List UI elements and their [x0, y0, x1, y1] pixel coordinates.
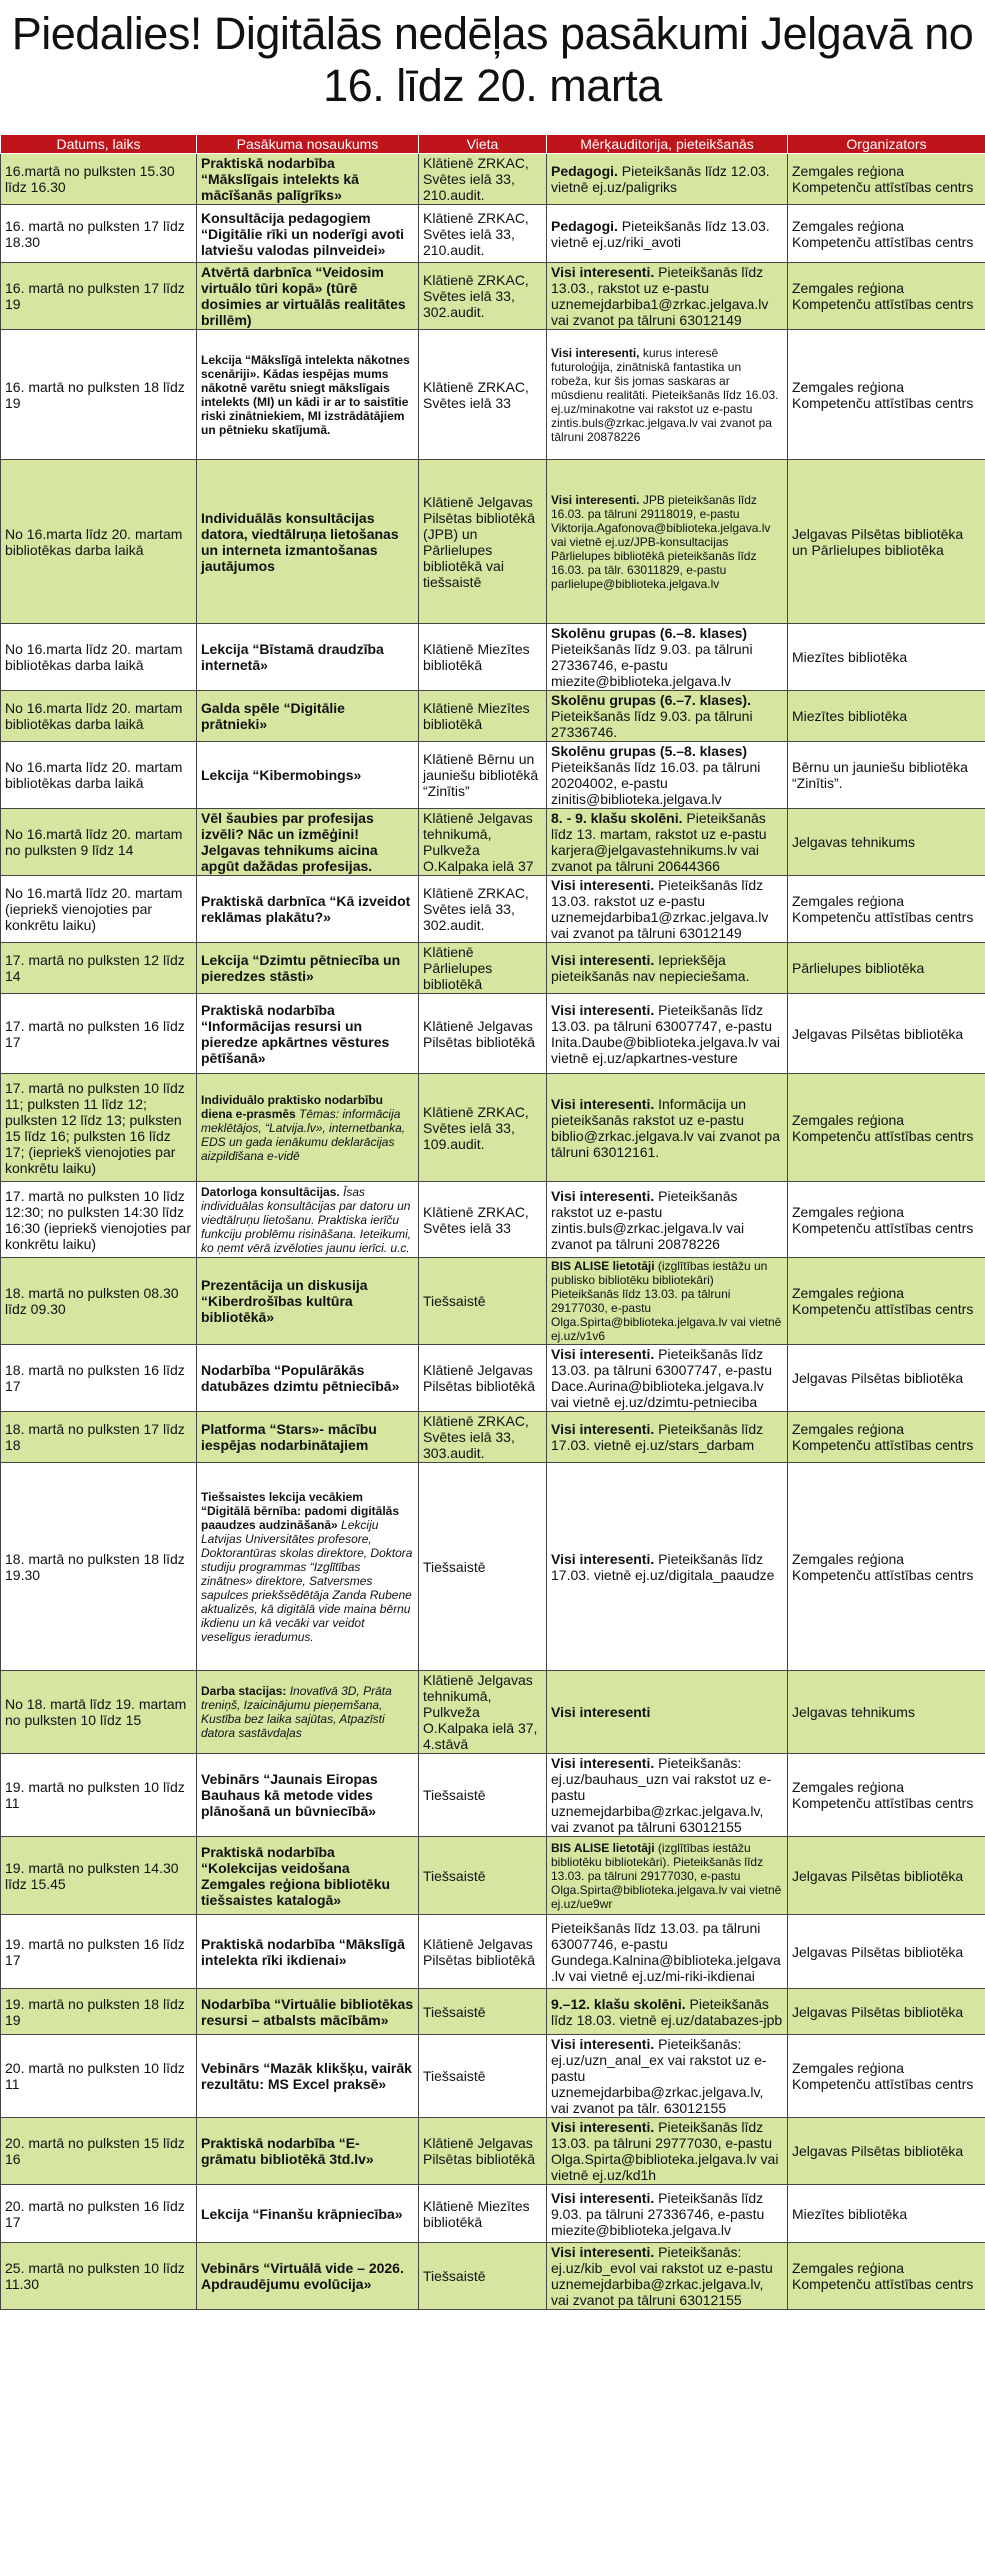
audience-signup: Pieteikšanās līdz 13. martam, rakstot uz e-pastu karjera@jelgavastehnikums.lv vai zvanot pa tālruni 20644366: [551, 810, 767, 874]
audience-signup: Pieteikšanās līdz 13.03. pa tālruni 63007747, e-pastu Inita.Daube@biblioteka.jelgava.lv vai vietnē ej.uz/apkartnes-vesture: [551, 1001, 781, 1066]
event-cell: [197, 742, 419, 809]
place-cell: Klātienē ZRKAC, Svētes ielā 33, 303.audit.: [419, 1412, 547, 1463]
audience-cell: [547, 1837, 788, 1915]
table-body: [1, 154, 985, 2310]
place-cell: Klātienē Miezītes bibliotēkā: [419, 624, 547, 691]
event-cell: [197, 1463, 419, 1671]
audience-cell: [547, 1671, 788, 1754]
audience-lead: BIS ALISE lietotāji: [551, 1840, 655, 1855]
audience-cell: [547, 691, 788, 742]
audience-cell: [547, 1258, 788, 1345]
organizer-cell: Bērnu un jauniešu bibliotēka “Zinītis”.: [788, 742, 985, 809]
audience-lead: Visi interesenti.: [551, 264, 655, 280]
date-cell: 16. martā no pulksten 18 līdz 19: [1, 330, 197, 460]
audience-signup: Informācija un pieteikšanās rakstot uz e-pastu biblio@zrkac.jelgava.lv vai zvanot pa tālruni 63012161.: [551, 1095, 780, 1160]
place-cell: Klātienē Jelgavas Pilsētas bibliotēkā (JPB) un Pārlielupes bibliotēkā vai tiešsaistē: [419, 460, 547, 624]
date-cell: 19. martā no pulksten 16 līdz 17: [1, 1915, 197, 1989]
audience-cell: [547, 154, 788, 205]
event-title: Platforma “Stars»- mācību iespējas nodarbinātajiem: [201, 1421, 377, 1453]
audience-signup: Pieteikšanās rakstot uz e-pastu zintis.buls@zrkac.jelgava.lv vai zvanot pa tālruni 20878226: [551, 1187, 745, 1252]
audience-signup: Pieteikšanās līdz 17.03. vietnē ej.uz/digitala_paaudze: [551, 1550, 775, 1583]
event-title: Vebinārs “Virtuālā vide – 2026. Apdraudējumu evolūcija»: [201, 2260, 404, 2292]
date-cell: 25. martā no pulksten 10 līdz 11.30: [1, 2243, 197, 2310]
event-title: Praktiskā nodarbība “Informācijas resursi un pieredze apkārtnes vēstures pētīšanā»: [201, 1001, 390, 1066]
place-cell: Klātienē ZRKAC, Svētes ielā 33: [419, 1182, 547, 1258]
audience-cell: [547, 2118, 788, 2185]
place-cell: Klātienē ZRKAC, Svētes ielā 33, 302.audit.: [419, 876, 547, 943]
place-cell: Klātienē Jelgavas tehnikumā, Pulkveža O.Kalpaka ielā 37, 4.stāvā: [419, 1671, 547, 1754]
audience-signup: Pieteikšanās līdz 13.03. vietnē ej.uz/riki_avoti: [551, 217, 770, 250]
organizer-cell: Jelgavas Pilsētas bibliotēka un Pārlielupes bibliotēka: [788, 460, 985, 624]
audience-cell: [547, 205, 788, 263]
organizer-cell: Zemgales reģiona Kompetenču attīstības centrs: [788, 1074, 985, 1182]
date-cell: 18. martā no pulksten 17 līdz 18: [1, 1412, 197, 1463]
place-cell: Klātienē ZRKAC, Svētes ielā 33, 210.audit.: [419, 205, 547, 263]
date-cell: 20. martā no pulksten 16 līdz 17: [1, 2185, 197, 2243]
audience-signup: Pieteikšanās: ej.uz/uzn_anal_ex vai rakstot uz e-pastu uznemejdarbiba@zrkac.jelgava.lv, vai zvanot pa tālr. 63012155: [551, 2036, 767, 2116]
audience-cell: [547, 330, 788, 460]
event-cell: [197, 943, 419, 994]
event-title: Tiešsaistes lekcija vecākiem “Digitālā bērnība: padomi digitālās paaudzes audzināšanā»: [201, 1489, 400, 1532]
place-cell: Klātienē ZRKAC, Svētes ielā 33: [419, 330, 547, 460]
table-row: [1, 876, 985, 943]
page-title: Piedalies! Digitālās nedēļas pasākumi Jelgavā no 16. līdz 20. marta: [11, 8, 974, 111]
event-description: Lekciju Latvijas Universitātes profesore, Doktorantūras skolas direktore, Doktora studiju programmas “Izglītības zinātnes» direktore, Satversmes sapulces priekšsēdētāja Zanda Rubene aktualizēs, kā digitālā vide maina bērnu ikdienu un kā vecāki var veidot veselīgus ieradumus.: [201, 1517, 413, 1644]
date-cell: 18. martā no pulksten 08.30 līdz 09.30: [1, 1258, 197, 1345]
event-title: Galda spēle “Digitālie prātnieki»: [201, 700, 345, 732]
table-row: [1, 263, 985, 330]
place-cell: Tiešsaistē: [419, 1463, 547, 1671]
table-row: [1, 1463, 985, 1671]
audience-lead: Skolēnu grupas (6.–7. klases).: [551, 692, 751, 708]
event-title: Individuālās konsultācijas datora, viedtālruņa lietošanas un interneta izmantošanas jautājumos: [201, 509, 399, 574]
audience-signup: JPB pieteikšanās līdz 16.03. pa tālruni 29118019, e-pastu Viktorija.Agafonova@biblioteka.jelgava.lv vai vietnē ej.uz/JPB-konsultacijas Pārlielupes bibliotēkā pieteikšanās līdz 16.03. pa tālr. 63011829, e-pastu parlielupe@biblioteka.jelgava.lv: [551, 492, 771, 591]
event-cell: [197, 994, 419, 1074]
audience-signup: Pieteikšanās: ej.uz/kib_evol vai rakstot uz e-pastu uznemejdarbiba@zrkac.jelgava.lv, vai zvanot pa tālruni 63012155: [551, 2244, 773, 2308]
event-cell: [197, 624, 419, 691]
event-cell: [197, 205, 419, 263]
place-cell: Klātienē Bērnu un jauniešu bibliotēkā “Zinītis”: [419, 742, 547, 809]
date-cell: 17. martā no pulksten 12 līdz 14: [1, 943, 197, 994]
audience-signup: kurus interesē futuroloģija, zinātniskā fantastika un robeža, kur šis jomas saskaras ar mūsdienu realitāti. Pieteikšanās līdz 16.03. ej.uz/minakotne vai rakstot uz e-pastu zintis.buls@zrkac.jelgava.lv vai zvanot pa tālruni 20878226: [551, 345, 779, 444]
place-cell: Klātienē ZRKAC, Svētes ielā 33, 210.audit.: [419, 154, 547, 205]
audience-lead: 9.–12. klašu skolēni.: [551, 1995, 686, 2012]
event-title: Konsultācija pedagogiem “Digitālie rīki un noderīgi avoti latviešu valodas pilnveidei»: [201, 209, 405, 258]
event-cell: [197, 154, 419, 205]
audience-cell: [547, 1345, 788, 1412]
audience-signup: Pieteikšanās: ej.uz/bauhaus_uzn vai rakstot uz e-pastu uznemejdarbiba@zrkac.jelgava.lv, vai zvanot pa tālruni 63012155: [551, 1755, 772, 1835]
event-title: Lekcija “Finanšu krāpniecība»: [201, 2205, 403, 2222]
audience-cell: [547, 2243, 788, 2310]
event-title: Praktiskā nodarbība “Kolekcijas veidošana Zemgales reģiona bibliotēku tiešsaistes katalogā»: [201, 1843, 391, 1908]
header-organizer: Organizators: [788, 135, 985, 154]
organizer-cell: Jelgavas tehnikums: [788, 1671, 985, 1754]
organizer-cell: Zemgales reģiona Kompetenču attīstības centrs: [788, 330, 985, 460]
audience-signup: Pieteikšanās līdz 13.03., rakstot uz e-pastu uznemejdarbiba1@zrkac.jelgava.lv vai zvanot pa tālruni 63012149: [551, 264, 769, 328]
organizer-cell: Zemgales reģiona Kompetenču attīstības centrs: [788, 2035, 985, 2118]
place-cell: Klātienē ZRKAC, Svētes ielā 33, 109.audit.: [419, 1074, 547, 1182]
audience-lead: Visi interesenti.: [551, 1001, 655, 1018]
event-cell: [197, 1671, 419, 1754]
audience-lead: Visi interesenti.: [551, 952, 655, 968]
audience-signup: Pieteikšanās līdz 9.03. pa tālruni 27336746.: [551, 708, 753, 740]
table-row: [1, 943, 985, 994]
table-row: [1, 1182, 985, 1258]
header-place: Vieta: [419, 135, 547, 154]
date-cell: 17. martā no pulksten 10 līdz 12:30; no pulksten 14:30 līdz 16:30 (iepriekš vienojoties par konkrētu laiku): [1, 1182, 197, 1258]
date-cell: 19. martā no pulksten 10 līdz 11: [1, 1754, 197, 1837]
place-cell: Klātienē Miezītes bibliotēkā: [419, 2185, 547, 2243]
event-title: Vēl šaubies par profesijas izvēli? Nāc un izmēģini! Jelgavas tehnikums aicina apgūt dažādas profesijas.: [201, 810, 378, 874]
table-row: [1, 2243, 985, 2310]
place-cell: Klātienē Jelgavas Pilsētas bibliotēkā: [419, 994, 547, 1074]
audience-cell: [547, 1915, 788, 1989]
audience-lead: Visi interesenti.: [551, 2244, 655, 2260]
date-cell: 16. martā no pulksten 17 līdz 18.30: [1, 205, 197, 263]
event-description: Inovatīvā 3D, Prāta treniņš, Izaicinājumu pieņemšana, Kustība bez laika sajūtas, Atpazīsti datora sastāvdaļas: [201, 1684, 392, 1740]
event-title: Lekcija “Bīstamā draudzība internetā»: [201, 641, 384, 673]
place-cell: Klātienē ZRKAC, Svētes ielā 33, 302.audit.: [419, 263, 547, 330]
audience-signup: Pieteikšanās līdz 9.03. pa tālruni 27336746, e-pastu miezite@biblioteka.jelgava.lv: [551, 2189, 765, 2238]
event-title: Darba stacijas:: [201, 1684, 287, 1698]
organizer-cell: Jelgavas Pilsētas bibliotēka: [788, 1345, 985, 1412]
organizer-cell: Miezītes bibliotēka: [788, 691, 985, 742]
organizer-cell: Jelgavas Pilsētas bibliotēka: [788, 1989, 985, 2035]
event-cell: [197, 1258, 419, 1345]
event-title: Vebinārs “Jaunais Eiropas Bauhaus kā metode vides plānošanā un būvniecībā»: [201, 1771, 378, 1819]
event-cell: [197, 1074, 419, 1182]
event-cell: [197, 460, 419, 624]
table-row: [1, 1345, 985, 1412]
table-row: [1, 1258, 985, 1345]
table-row: [1, 1754, 985, 1837]
organizer-cell: Jelgavas Pilsētas bibliotēka: [788, 994, 985, 1074]
audience-cell: [547, 1463, 788, 1671]
date-cell: 17. martā no pulksten 10 līdz 11; pulksten 11 līdz 12; pulksten 12 līdz 13; pulksten 15 līdz 16; pulksten 16 līdz 17; (iepriekš vienojoties par konkrētu laiku): [1, 1074, 197, 1182]
audience-cell: [547, 263, 788, 330]
audience-signup: Pieteikšanās līdz 16.03. pa tālruni 20204002, e-pastu zinitis@biblioteka.jelgava.lv: [551, 759, 761, 807]
audience-cell: [547, 1989, 788, 2035]
date-cell: 19. martā no pulksten 18 līdz 19: [1, 1989, 197, 2035]
audience-lead: Visi interesenti,: [551, 345, 640, 360]
event-cell: [197, 1837, 419, 1915]
audience-signup: Pieteikšanās līdz 12.03. vietnē ej.uz/paligriks: [551, 163, 770, 195]
organizer-cell: Zemgales reģiona Kompetenču attīstības centrs: [788, 1258, 985, 1345]
event-cell: [197, 1412, 419, 1463]
event-cell: [197, 330, 419, 460]
event-title: Lekcija “Mākslīgā intelekta nākotnes scenāriji». Kādas iespējas mums nākotnē varētu sniegt mākslīgais intelekts (MI) un kādi ir ar to saistītie riski zinātniekiem, MI izstrādātājiem un pētnieku skatījumā.: [201, 352, 410, 437]
place-cell: Tiešsaistē: [419, 1258, 547, 1345]
audience-lead: Visi interesenti.: [551, 1755, 655, 1771]
audience-lead: Visi interesenti.: [551, 2119, 655, 2135]
organizer-cell: Zemgales reģiona Kompetenču attīstības centrs: [788, 263, 985, 330]
table-row: [1, 2185, 985, 2243]
table-header-row: [1, 135, 985, 154]
audience-cell: [547, 876, 788, 943]
organizer-cell: Jelgavas tehnikums: [788, 809, 985, 876]
event-cell: [197, 2118, 419, 2185]
date-cell: 18. martā no pulksten 16 līdz 17: [1, 1345, 197, 1412]
place-cell: Tiešsaistē: [419, 2243, 547, 2310]
event-cell: [197, 2035, 419, 2118]
date-cell: 18. martā no pulksten 18 līdz 19.30: [1, 1463, 197, 1671]
header-event: Pasākuma nosaukums: [197, 135, 419, 154]
event-title: Lekcija “Kibermobings»: [201, 767, 362, 783]
table-row: [1, 624, 985, 691]
event-title: Praktiskā nodarbība “Mākslīgā intelekta rīki ikdienai»: [201, 1935, 405, 1968]
event-cell: [197, 263, 419, 330]
audience-signup: (izglītības iestāžu bibliotēku bibliotekāri). Pieteikšanās līdz 13.03. pa tālruni 29177030, e-pastu Olga.Spirta@biblioteka.jelgava.lv vai vietnē ej.uz/ue9wr: [551, 1840, 782, 1911]
event-title: Nodarbība “Virtuālie bibliotēkas resursi – atbalsts mācībām»: [201, 1995, 414, 2028]
organizer-cell: Jelgavas Pilsētas bibliotēka: [788, 1837, 985, 1915]
header-audience: Mērķauditorija, pieteikšanās: [547, 135, 788, 154]
table-row: [1, 691, 985, 742]
table-row: [1, 1412, 985, 1463]
event-cell: [197, 809, 419, 876]
table-row: [1, 460, 985, 624]
event-cell: [197, 1345, 419, 1412]
table-row: [1, 809, 985, 876]
audience-lead: Visi interesenti.: [551, 2036, 655, 2052]
audience-signup: Pieteikšanās līdz 13.03. rakstot uz e-pastu uznemejdarbiba1@zrkac.jelgava.lv vai zvanot pa tālruni 63012149: [551, 877, 769, 941]
date-cell: No 16.marta līdz 20. martam bibliotēkas darba laikā: [1, 624, 197, 691]
table-row: [1, 1671, 985, 1754]
audience-lead: Skolēnu grupas (5.–8. klases): [551, 743, 748, 759]
audience-cell: [547, 1182, 788, 1258]
date-cell: No 18. martā līdz 19. martam no pulksten 10 līdz 15: [1, 1671, 197, 1754]
table-row: [1, 2118, 985, 2185]
table-row: [1, 154, 985, 205]
table-row: [1, 205, 985, 263]
header-date: Datums, laiks: [1, 135, 197, 154]
organizer-cell: Jelgavas Pilsētas bibliotēka: [788, 2118, 985, 2185]
audience-lead: Visi interesenti.: [551, 877, 655, 893]
organizer-cell: Zemgales reģiona Kompetenču attīstības centrs: [788, 876, 985, 943]
event-title: Datorloga konsultācijas.: [201, 1184, 340, 1199]
place-cell: Tiešsaistē: [419, 1989, 547, 2035]
audience-lead: Visi interesenti: [551, 1704, 651, 1720]
organizer-cell: Jelgavas Pilsētas bibliotēka: [788, 1915, 985, 1989]
organizer-cell: Pārlielupes bibliotēka: [788, 943, 985, 994]
place-cell: Klātienē Jelgavas Pilsētas bibliotēkā: [419, 1915, 547, 1989]
audience-cell: [547, 943, 788, 994]
audience-cell: [547, 1412, 788, 1463]
organizer-cell: Zemgales reģiona Kompetenču attīstības centrs: [788, 205, 985, 263]
event-cell: [197, 1915, 419, 1989]
audience-signup: Pieteikšanās līdz 9.03. pa tālruni 27336746, e-pastu miezite@biblioteka.jelgava.lv: [551, 641, 753, 689]
audience-lead: Pedagogi.: [551, 217, 618, 234]
audience-signup: Pieteikšanās līdz 13.03. pa tālruni 63007747, e-pastu Dace.Aurina@biblioteka.jelgava.lv vai vietnē ej.uz/dzimtu-petnieciba: [551, 1346, 773, 1410]
table-row: [1, 994, 985, 1074]
date-cell: No 16.marta līdz 20. martam bibliotēkas darba laikā: [1, 742, 197, 809]
audience-lead: Visi interesenti.: [551, 2189, 655, 2206]
event-cell: [197, 1754, 419, 1837]
audience-lead: Visi interesenti.: [551, 1095, 655, 1112]
place-cell: Klātienē Jelgavas Pilsētas bibliotēkā: [419, 1345, 547, 1412]
place-cell: Tiešsaistē: [419, 1837, 547, 1915]
audience-lead: Skolēnu grupas (6.–8. klases): [551, 625, 748, 641]
audience-cell: [547, 809, 788, 876]
audience-lead: Visi interesenti.: [551, 1421, 655, 1437]
table-row: [1, 1989, 985, 2035]
organizer-cell: Zemgales reģiona Kompetenču attīstības centrs: [788, 154, 985, 205]
event-cell: [197, 1182, 419, 1258]
event-title: Praktiskā nodarbība “Mākslīgais intelekts kā mācīšanās palīgrīks»: [201, 155, 359, 203]
audience-lead: Pedagogi.: [551, 163, 618, 179]
audience-signup: Pieteikšanās līdz 17.03. vietnē ej.uz/stars_darbam: [551, 1421, 764, 1453]
audience-signup: (izglītības iestāžu un publisko bibliotēku bibliotekāri) Pieteikšanās līdz 13.03. pa tālruni 29177030, e-pastu Olga.Spirta@biblioteka.jelgava.lv vai vietnē ej.uz/v1v6: [551, 1259, 782, 1343]
audience-cell: [547, 2185, 788, 2243]
place-cell: Tiešsaistē: [419, 2035, 547, 2118]
date-cell: 20. martā no pulksten 10 līdz 11: [1, 2035, 197, 2118]
audience-cell: [547, 742, 788, 809]
audience-lead: Visi interesenti.: [551, 1346, 655, 1362]
audience-lead: 8. - 9. klašu skolēni.: [551, 810, 683, 826]
date-cell: 16. martā no pulksten 17 līdz 19: [1, 263, 197, 330]
event-title: Praktiskā darbnīca “Kā izveidot reklāmas plakātu?»: [201, 893, 411, 925]
date-cell: No 16.marta līdz 20. martam bibliotēkas darba laikā: [1, 691, 197, 742]
event-title: Praktiskā nodarbība “E-grāmatu bibliotēkā 3td.lv»: [201, 2135, 374, 2167]
organizer-cell: Zemgales reģiona Kompetenču attīstības centrs: [788, 1463, 985, 1671]
audience-cell: [547, 624, 788, 691]
event-title: Individuālo praktisko nodarbību diena e-prasmēs: [201, 1092, 384, 1121]
event-cell: [197, 2185, 419, 2243]
event-description: Īsas individuālas konsultācijas par datoru un viedtālruņu lietošanu. Praktiska ierīču funkciju problēmu risināšana. Ieteikumi, ko ņemt vērā izvēloties jaunu ierīci. u.c.: [201, 1184, 412, 1255]
audience-lead: BIS ALISE lietotāji: [551, 1259, 655, 1273]
table-row: [1, 1074, 985, 1182]
audience-signup: Pieteikšanās līdz 18.03. vietnē ej.uz/databazes-jpb: [551, 1995, 783, 2028]
organizer-cell: Zemgales reģiona Kompetenču attīstības centrs: [788, 1754, 985, 1837]
table-row: [1, 330, 985, 460]
event-cell: [197, 691, 419, 742]
organizer-cell: Miezītes bibliotēka: [788, 624, 985, 691]
date-cell: No 16.martā līdz 20. martam no pulksten 9 līdz 14: [1, 809, 197, 876]
audience-lead: Visi interesenti.: [551, 1187, 655, 1204]
audience-cell: [547, 1074, 788, 1182]
audience-cell: [547, 2035, 788, 2118]
table-row: [1, 2035, 985, 2118]
event-cell: [197, 876, 419, 943]
event-title: Atvērtā darbnīca “Veidosim virtuālo tūri kopā» (tūrē dosimies ar virtuālās realitātes brillēm): [201, 264, 406, 328]
organizer-cell: Zemgales reģiona Kompetenču attīstības centrs: [788, 2243, 985, 2310]
audience-cell: [547, 994, 788, 1074]
audience-lead: Visi interesenti.: [551, 1550, 655, 1567]
place-cell: Klātienē Jelgavas Pilsētas bibliotēkā: [419, 2118, 547, 2185]
event-title: Prezentācija un diskusija “Kiberdrošības kultūra bibliotēkā»: [201, 1277, 368, 1325]
event-cell: [197, 1989, 419, 2035]
date-cell: 16.martā no pulksten 15.30 līdz 16.30: [1, 154, 197, 205]
place-cell: Klātienē Miezītes bibliotēkā: [419, 691, 547, 742]
audience-signup: Pieteikšanās līdz 13.03. pa tālruni 29777030, e-pastu Olga.Spirta@biblioteka.jelgava.lv vai vietnē ej.uz/kd1h: [551, 2119, 779, 2183]
event-title: Vebinārs “Mazāk klikšķu, vairāk rezultātu: MS Excel praksē»: [201, 2060, 412, 2092]
table-row: [1, 1837, 985, 1915]
date-cell: 19. martā no pulksten 14.30 līdz 15.45: [1, 1837, 197, 1915]
audience-cell: [547, 1754, 788, 1837]
date-cell: 20. martā no pulksten 15 līdz 16: [1, 2118, 197, 2185]
place-cell: Klātienē Pārlielupes bibliotēkā: [419, 943, 547, 994]
table-row: [1, 1915, 985, 1989]
date-cell: 17. martā no pulksten 16 līdz 17: [1, 994, 197, 1074]
date-cell: No 16.marta līdz 20. martam bibliotēkas darba laikā: [1, 460, 197, 624]
date-cell: No 16.martā līdz 20. martam (iepriekš vienojoties par konkrētu laiku): [1, 876, 197, 943]
audience-lead: Visi interesenti.: [551, 492, 640, 507]
place-cell: Klātienē Jelgavas tehnikumā, Pulkveža O.Kalpaka ielā 37: [419, 809, 547, 876]
place-cell: Tiešsaistē: [419, 1754, 547, 1837]
organizer-cell: Zemgales reģiona Kompetenču attīstības centrs: [788, 1182, 985, 1258]
organizer-cell: Miezītes bibliotēka: [788, 2185, 985, 2243]
event-description: Tēmas: informācija meklētājos, “Latvija.lv», internetbanka, EDS un gada ienākumu deklarācijas aizpildīšana e-vidē: [201, 1106, 406, 1163]
events-table: [0, 134, 985, 2310]
event-title: Nodarbība “Populārākās datubāzes dzimtu pētniecībā»: [201, 1362, 400, 1394]
event-title: Lekcija “Dzimtu pētniecība un pieredzes stāsti»: [201, 952, 401, 984]
audience-signup: Iepriekšēja pieteikšanās nav nepieciešama.: [551, 952, 750, 984]
audience-signup: Pieteikšanās līdz 13.03. pa tālruni 63007746, e-pastu Gundega.Kalnina@biblioteka.jelgava.lv vai vietnē ej.uz/mi-riki-ikdienai: [551, 1919, 781, 1984]
organizer-cell: Zemgales reģiona Kompetenču attīstības centrs: [788, 1412, 985, 1463]
event-cell: [197, 2243, 419, 2310]
audience-cell: [547, 460, 788, 624]
table-row: [1, 742, 985, 809]
